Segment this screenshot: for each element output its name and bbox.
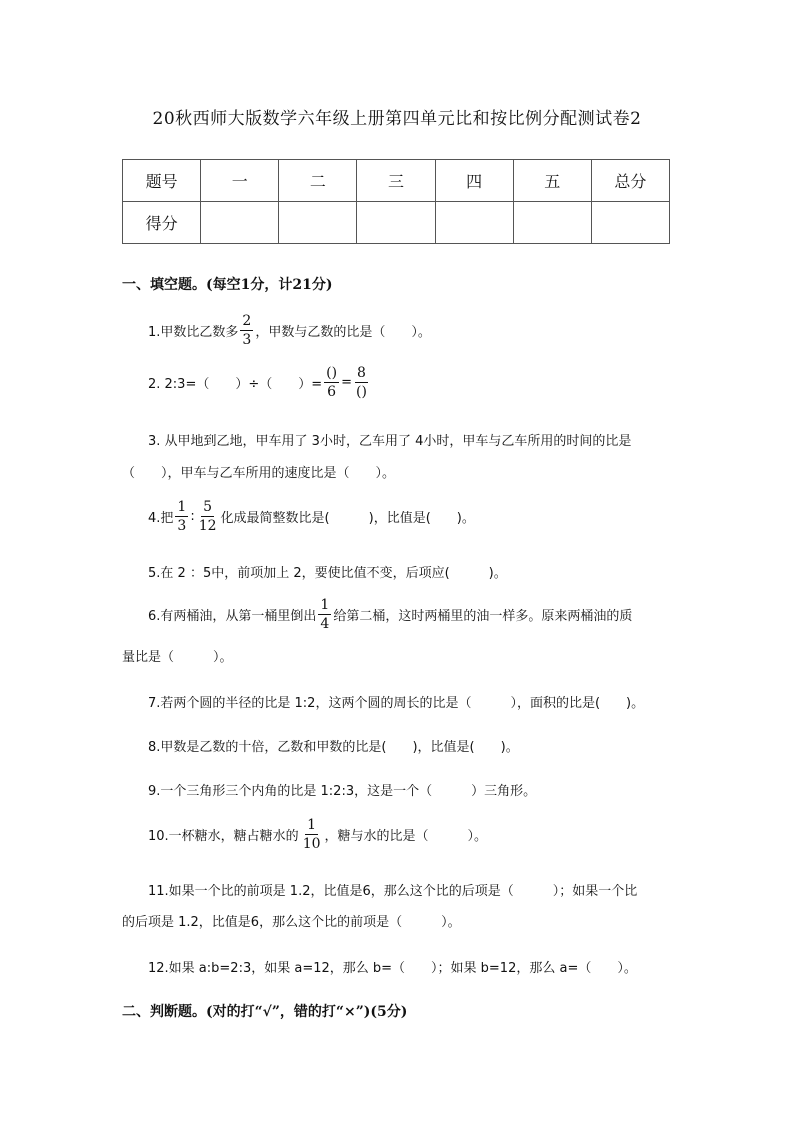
q2-frac2-den: (): [355, 384, 367, 400]
q1-frac-num: 2: [242, 313, 252, 329]
score-cell[interactable]: [435, 202, 513, 244]
question-7: 7.若两个圆的半径的比是 1:2，这两个圆的周长的比是（ ），面积的比是( )。: [148, 696, 645, 711]
question-12: 12.如果 a:b=2:3，如果 a=12，那么 b=（ ）；如果 b=12，那么 a=（ ）。: [148, 961, 637, 976]
header-cell: 题号: [123, 160, 201, 202]
q2-equals: =: [341, 375, 352, 390]
q10-fraction: [301, 818, 323, 851]
q2-text-a: 2. 2:3=（ ）÷（ ）=: [148, 377, 323, 392]
q1-text-b: ，甲数与乙数的比是（ ）。: [255, 325, 431, 340]
question-10: [148, 818, 487, 851]
header-cell: 四: [435, 160, 513, 202]
q10-frac-num: 1: [307, 817, 317, 833]
score-table: [122, 159, 670, 244]
score-cell[interactable]: [201, 202, 279, 244]
question-8: 8.甲数是乙数的十倍，乙数和甲数的比是( )，比值是( )。: [148, 740, 519, 755]
q6-text-a: 6.有两桶油，从第一桶里倒出: [148, 609, 317, 624]
page-title: 20秋西师大版数学六年级上册第四单元比和按比例分配测试卷2: [152, 109, 642, 129]
row-label-cell: 得分: [123, 202, 201, 244]
q4-text-a: 4.把: [148, 511, 174, 526]
q4-frac1-num: 1: [177, 499, 187, 515]
q2-frac1-den: 6: [327, 384, 337, 400]
q6-frac-den: 4: [320, 616, 330, 632]
q4-frac2-den: 12: [198, 518, 217, 534]
q10-frac-den: 10: [302, 836, 321, 852]
q1-text-a: 1.甲数比乙数多: [148, 325, 239, 340]
question-5: 5.在 2 ：5中，前项加上 2，要使比值不变，后项应( )。: [148, 566, 507, 581]
question-11-line1: 11.如果一个比的前项是 1.2，比值是6，那么这个比的后项是（ ）；如果一个比: [148, 884, 638, 899]
q2-frac2-num: 8: [356, 365, 366, 381]
question-4: [148, 500, 475, 533]
q1-fraction: [240, 314, 253, 347]
question-3-line2: （ ），甲车与乙车所用的速度比是（ ）。: [122, 466, 396, 481]
question-3-line1: 3. 从甲地到乙地，甲车用了 3小时，乙车用了 4小时，甲车与乙车所用的时间的比是: [148, 434, 632, 449]
score-table-score-row: [123, 202, 670, 244]
q10-text-b: ，糖与水的比是（ ）。: [324, 829, 488, 844]
header-cell: 总分: [591, 160, 669, 202]
q4-colon: :: [190, 509, 195, 524]
header-cell: 二: [279, 160, 357, 202]
q6-fraction: [318, 598, 331, 631]
question-1: [148, 314, 431, 347]
q2-fraction-1: [324, 366, 339, 399]
q4-fraction-1: [175, 500, 188, 533]
section1-heading: 一、填空题。(每空1分，计21分): [122, 277, 333, 293]
q6-text-b: 给第二桶，这时两桶里的油一样多。原来两桶油的质: [333, 609, 633, 624]
score-cell[interactable]: [357, 202, 435, 244]
q1-frac-den: 3: [242, 332, 252, 348]
header-cell: 三: [357, 160, 435, 202]
question-11-line2: 的后项是 1.2，比值是6，那么这个比的前项是（ ）。: [122, 915, 461, 930]
question-9: 9.一个三角形三个内角的比是 1:2:3，这是一个（ ）三角形。: [148, 784, 537, 799]
section2-heading: 二、判断题。(对的打“√”，错的打“×”)(5分): [122, 1004, 408, 1020]
q2-frac1-num: (): [326, 365, 338, 381]
q4-text-b: 化成最简整数比是( )，比值是( )。: [220, 511, 475, 526]
q4-frac1-den: 3: [177, 518, 187, 534]
score-table-header-row: [123, 160, 670, 202]
score-cell[interactable]: [591, 202, 669, 244]
q4-frac2-num: 5: [203, 499, 213, 515]
header-cell: 一: [201, 160, 279, 202]
header-cell: 五: [513, 160, 591, 202]
q6-frac-num: 1: [320, 597, 330, 613]
question-6-line2: 量比是（ ）。: [122, 650, 233, 665]
q10-text-a: 10.一杯糖水，糖占糖水的: [148, 829, 299, 844]
question-6: [148, 598, 632, 631]
q4-fraction-2: [197, 500, 219, 533]
question-2: [148, 366, 371, 399]
q2-fraction-2: [354, 366, 369, 399]
score-cell[interactable]: [279, 202, 357, 244]
score-cell[interactable]: [513, 202, 591, 244]
